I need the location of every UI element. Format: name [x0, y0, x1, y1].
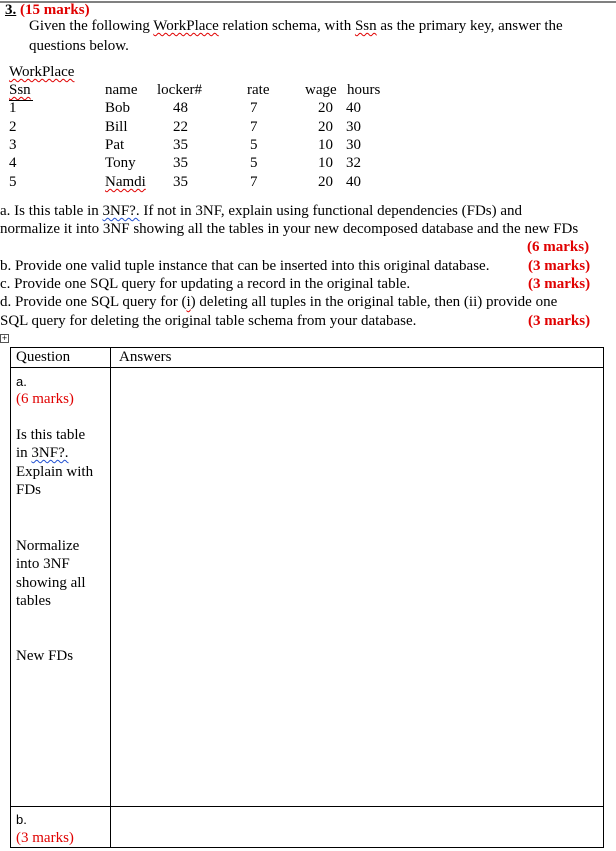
table-row-4-rate: 5 [250, 155, 258, 171]
answer-row-b-label: b. [16, 812, 27, 827]
table-row-2-wage: 20 [318, 119, 333, 135]
table-row-5-name: Namdi [105, 174, 146, 190]
answer-row-a-label: a. [16, 374, 27, 389]
table-row-3-name: Pat [105, 137, 125, 153]
part-b-marks: (3 marks) [528, 258, 591, 274]
table-row-2-name: Bill [105, 119, 128, 135]
table-row-5-wage: 20 [318, 174, 333, 190]
relation-title: WorkPlace [9, 64, 75, 80]
answer-table-header-answers: Answers [111, 348, 604, 368]
table-row-1-ssn: 1 [9, 100, 17, 116]
table-row-2-hours: 30 [346, 119, 361, 135]
part-a-line-1: a. Is this table in 3NF?. If not in 3NF, explain using functional dependencies (FDs) and [0, 203, 523, 219]
table-row-3-ssn: 3 [9, 137, 17, 153]
relation-name-inline: WorkPlace [153, 18, 219, 34]
table-row-4-name: Tony [105, 155, 136, 171]
table-row-4-wage: 10 [318, 155, 333, 171]
answer-row-a-answer-cell[interactable] [111, 368, 604, 807]
header-ssn: Ssn [9, 82, 31, 98]
table-row-4-locker: 35 [173, 155, 188, 171]
header-name: name [105, 82, 138, 98]
table-row-5-ssn: 5 [9, 174, 17, 190]
answer-row-a-marks: (6 marks) [16, 391, 74, 407]
table-row-1-hours: 40 [346, 100, 361, 116]
part-c-marks: (3 marks) [528, 276, 591, 292]
header-hours: hours [347, 82, 381, 98]
part-a-marks: (6 marks) [527, 239, 590, 255]
primary-key-inline: Ssn [354, 18, 377, 34]
question-heading [5, 3, 90, 18]
answer-row-a-question-cell: a. (6 marks) Is this table in 3NF?. Explain with FDs Normalize into 3NF showing all tables New FDs [11, 368, 111, 807]
intro-line-1: Given the following WorkPlace relation schema, with Ssn as the primary key, answer the [29, 18, 563, 34]
table-row-4-ssn: 4 [9, 155, 17, 171]
table-row-5-hours: 40 [346, 174, 361, 190]
table-row-3-locker: 35 [173, 137, 188, 153]
part-d-line-2: SQL query for deleting the original table schema from your database. [0, 313, 417, 329]
answer-row-b-question-cell [11, 807, 111, 848]
answer-row-b-answer-cell[interactable] [111, 807, 604, 848]
header-rate: rate [247, 82, 270, 98]
table-row-2-ssn: 2 [9, 119, 17, 135]
part-c-text: c. Provide one SQL query for updating a record in the original table. [0, 276, 411, 292]
part-b-text: b. Provide one valid tuple instance that can be inserted into this original database. [0, 258, 490, 274]
table-row-2-rate: 7 [250, 119, 258, 135]
table-row-1-rate: 7 [250, 100, 258, 116]
answer-table-header-question: Question [11, 348, 111, 368]
question-number: 3. [5, 2, 17, 18]
header-locker: locker# [157, 82, 202, 98]
table-row-1-wage: 20 [318, 100, 333, 116]
answer-table [10, 347, 604, 848]
table-row-1-locker: 48 [173, 100, 188, 116]
table-row-3-wage: 10 [318, 137, 333, 153]
answer-3nf-link: 3NF?. [31, 445, 69, 461]
table-row-2-locker: 22 [173, 119, 188, 135]
part-d-marks: (3 marks) [528, 313, 591, 329]
table-row-5-rate: 7 [250, 174, 258, 190]
top-border [0, 1, 616, 3]
answer-row-b-marks: (3 marks) [16, 830, 74, 846]
part-d-line-1: d. Provide one SQL query for (i) deleting all tuples in the original table, then (ii) provide one [0, 294, 558, 310]
part-a-line-2: normalize it into 3NF showing all the tables in your new decomposed database and the new FDs [0, 221, 579, 237]
table-row-1-name: Bob [105, 100, 131, 116]
table-row-3-rate: 5 [250, 137, 258, 153]
table-row-5-locker: 35 [173, 174, 188, 190]
table-move-handle-icon[interactable]: + [1, 334, 8, 342]
header-wage: wage [305, 82, 337, 98]
table-row-3-hours: 30 [346, 137, 361, 153]
question-marks: (15 marks) [20, 2, 90, 18]
table-row-4-hours: 32 [346, 155, 361, 171]
intro-line-2: questions below. [29, 38, 129, 54]
part-a-3nf-link: 3NF?. [102, 203, 140, 219]
